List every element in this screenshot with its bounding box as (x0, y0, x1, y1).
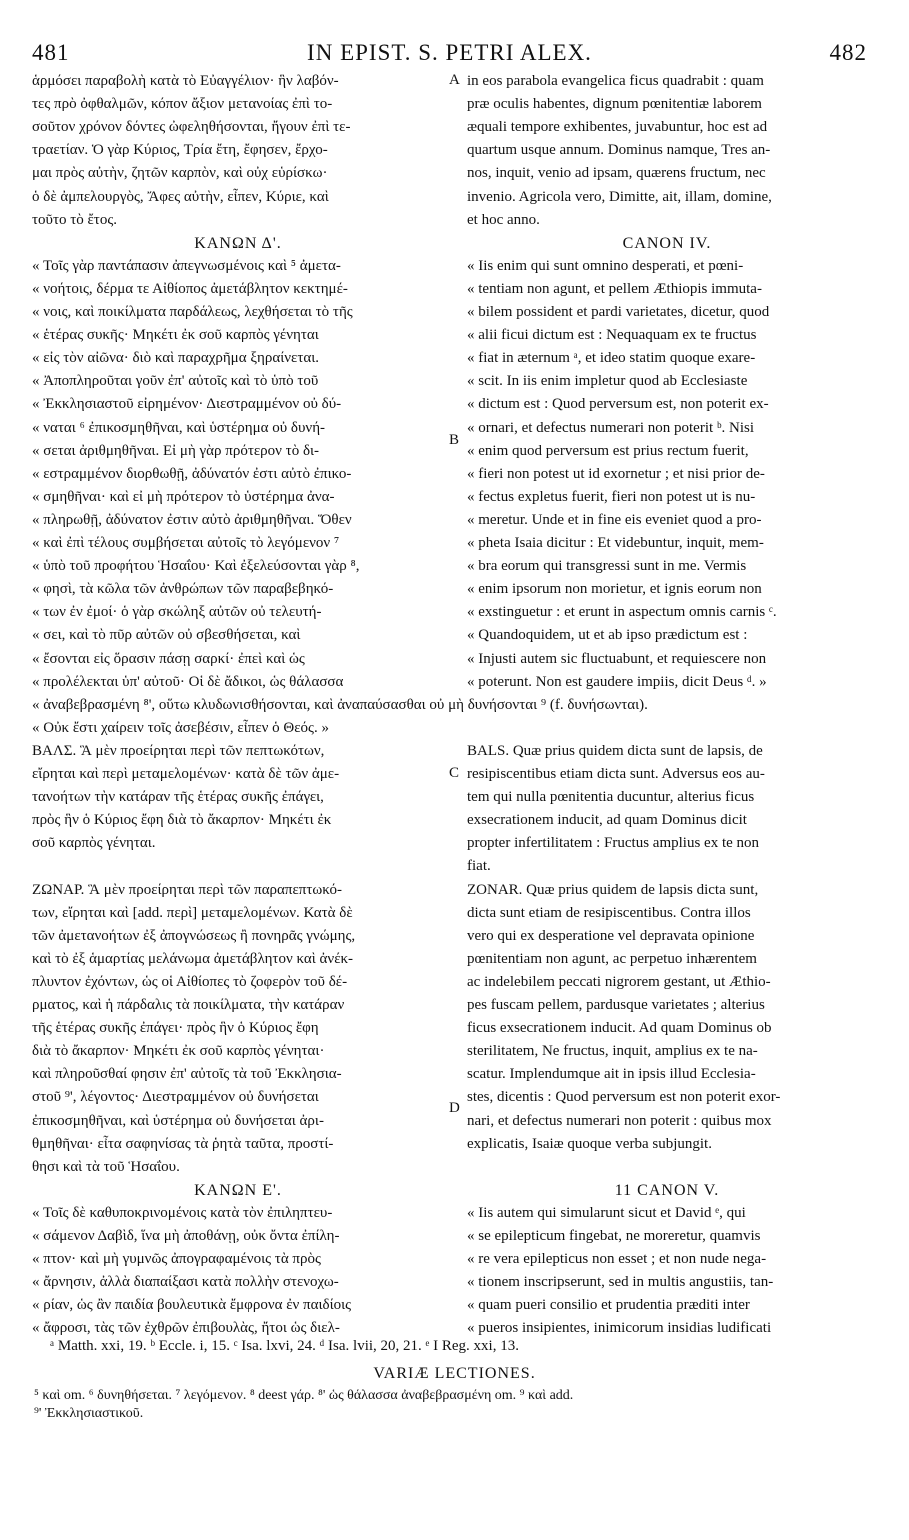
greek-text-line: ΖΩΝΑΡ. Ἃ μὲν προείρηται περὶ τῶν παραπεπτωκό- (32, 881, 342, 898)
latin-text-line: stes, dicentis : Quod perversum est non poterit exor- (467, 1089, 781, 1106)
latin-text-line: explicatis, Isaiæ quoque verba subjungit. (467, 1135, 712, 1152)
latin-text-line: in eos parabola evangelica ficus quadrabit : quam (467, 73, 764, 89)
latin-text-line: « Injusti autem sic fluctuabunt, et requiescere non (467, 650, 767, 667)
greek-text-line: « των ἐν ἐμοί· ὁ γὰρ σκώληξ αὐτῶν οὐ τελευτή- (32, 604, 322, 621)
greek-text-line-spanning: « ἀναβεβρασμένη ⁸', οὕτω κλυδωνισθήσονται, καὶ ἀναπαύσασθαι οὐ μὴ δυνήσονται ⁹ (f. δυνήσωνται). (32, 696, 648, 713)
greek-text-line: τῆς ἑτέρας συκῆς ἐπάγει· πρὸς ἣν ὁ Κύριος ἔφη (32, 1020, 319, 1037)
greek-text-line: « ἄρνησιν, ἀλλὰ διαπαίξασι κατὰ πολλὴν στενοχω- (32, 1274, 339, 1291)
latin-text-line: « dictum est : Quod perversum est, non poterit ex- (467, 396, 769, 413)
latin-text-line: ZONAR. Quæ prius quidem de lapsis dicta sunt, (467, 881, 759, 898)
latin-text-line: præ oculis habentes, dignum pœnitentiæ laborem (467, 96, 762, 113)
latin-text-line: scatur. Implendumque ait in ipsis illud Ecclesia- (467, 1066, 756, 1083)
latin-text-line: nos, inquit, venio ad ipsam, quærens fructum, nec (467, 165, 766, 182)
greek-text-line: « σάμενον Δαβὶδ, ἵνα μὴ ἀποθάνῃ, οὐκ ὄντα ἐπίλη- (32, 1228, 340, 1244)
latin-text-line: « tentiam non agunt, et pellem Æthiopis immuta- (467, 280, 762, 297)
greek-text-line: ὁ δὲ ἀμπελουργὸς, Ἄφες αὐτὴν, εἶπεν, Κύριε, καὶ (32, 188, 329, 205)
latin-text-line: pœnitentiam non agunt, ac perpetuo inhærentem (467, 950, 757, 967)
latin-text-line: æquali tempore exhibentes, juvabuntur, hoc est ad (467, 119, 768, 136)
latin-text-line: sterilitatem, Ne fructus, inquit, amplius ex te na- (467, 1043, 758, 1060)
greek-text-line: « σεται ἀριθμηθῆναι. Εἰ μὴ γὰρ πρότερον τὸ δι- (32, 442, 320, 459)
greek-text-line: « καὶ ἐπὶ τέλους συμβήσεται αὐτοῖς τὸ λεγόμενον ⁷ (32, 535, 340, 551)
variae-line-1: ⁵ καὶ om. ⁶ δυνηθήσεται. ⁷ λεγόμενον. ⁸ deest γάρ. ⁸' ὡς θάλασσα ἀναβεβρασμένη om. ⁹ καὶ add. (34, 1388, 574, 1403)
greek-text-line: τες πρὸ ὀφθαλμῶν, κόπον ἄξιον μετανοίας ἐπὶ το- (32, 96, 333, 113)
variae-line-2: ⁹' Ἐκκλησιαστικοῦ. (34, 1406, 144, 1421)
latin-text-line: BALS. Quæ prius quidem dicta sunt de lapsis, de (467, 742, 763, 759)
latin-text-line: exsecrationem inducit, ad quam Dominus dicit (467, 812, 747, 829)
greek-text-line: « Ἐκκλησιαστοῦ εἰρημένον· Διεστραμμένον οὐ δύ- (32, 396, 342, 413)
margin-letter-d: D (449, 1100, 460, 1116)
greek-text-line: στοῦ ⁹', λέγοντος· Διεστραμμένον οὐ δυνήσεται (32, 1089, 319, 1106)
greek-text-line: « νοις, καὶ ποικίλματα παρδάλεως, λεχθήσεται τὸ τῆς (32, 304, 353, 320)
latin-text-line: « enim ipsorum non morietur, et ignis eorum non (467, 581, 762, 598)
greek-text-line: μαι πρὸς αὐτὴν, ζητῶν καρπὸν, καὶ οὐχ εὑρίσκω· (32, 165, 328, 182)
running-head (32, 40, 867, 70)
latin-text-line: ficus exsecrationem inducit. Ad quam Dominus ob (467, 1020, 772, 1037)
latin-text-line: « ornari, et defectus numerari non poterit ᵇ. Nisi (467, 419, 755, 436)
greek-text-line: « προλέλεκται ὑπ' αὐτοῦ· Οἱ δὲ ἄδικοι, ὡς θάλασσα (32, 673, 344, 690)
latin-text-line: « enim quod perversum est prius rectum fuerit, (467, 442, 749, 459)
latin-text-line: fiat. (467, 858, 491, 875)
latin-text-line: « bra eorum qui transgressi sunt in me. Vermis (467, 558, 747, 575)
greek-text-line: « φησὶ, τὰ κῶλα τῶν ἀνθρώπων τῶν παραβεβηκό- (32, 581, 334, 598)
latin-text-line: « Iis enim qui sunt omnino desperati, et pœni- (467, 257, 744, 274)
latin-text-line: quartum usque annum. Dominus namque, Tres an- (467, 142, 771, 159)
greek-text-line: τοῦτο τὸ ἔτος. (32, 211, 118, 228)
latin-text-line: « se epilepticum fingebat, ne moreretur, quamvis (467, 1228, 761, 1244)
greek-text-line: « ἄφροσι, τὰς τῶν ἐχθρῶν ἐπιβουλὰς, ἤτοι ὡς διελ- (32, 1320, 340, 1337)
greek-text-line: ἁρμόσει παραβολὴ κατὰ τὸ Εὐαγγέλιον· ἣν λαβόν- (32, 73, 339, 89)
latin-text-line: ac indelebilem peccati nigrorem gestant, ut Æthio- (467, 973, 771, 990)
margin-letter-b: B (449, 432, 460, 448)
greek-text-line: « εστραμμένον διορθωθῇ, ἀδύνατόν ἐστι αὐτὸ ἐπικο- (32, 465, 352, 482)
greek-text-line: « Ἀποπληροῦται γοῦν ἐπ' αὐτοῖς καὶ τὸ ὑπὸ τοῦ (32, 373, 319, 390)
greek-text-line: « πληρωθῇ, ἀδύνατον ἐστιν αὐτὸ ἀριθμηθῆναι. Ὅθεν (32, 511, 352, 528)
latin-text-line: invenio. Agricola vero, Dimitte, ait, illam, domine, (467, 188, 772, 205)
latin-text-line: « pheta Isaia dicitur : Et videbuntur, inquit, mem- (467, 535, 764, 551)
latin-text-line (467, 694, 867, 717)
latin-text-line: « fieri non potest ut id exornetur ; et nisi prior de- (467, 465, 765, 482)
running-title: IN EPIST. S. PETRI ALEX. (307, 40, 592, 65)
latin-text-line: propter infertilitatem : Fructus amplius ex te non (467, 835, 760, 852)
latin-text-line: « alii ficui dictum est : Nequaquam ex te fructus (467, 327, 757, 344)
greek-text-line: τῶν ἀμετανοήτων ἐξ ἀπογνώσεως ἢ πονηρᾶς γνώμης, (32, 927, 356, 944)
greek-text-line: σοῦτον χρόνον δόντες ὠφεληθήσονται, ἤγουν ἐπὶ τε- (32, 119, 351, 136)
greek-text-line: ἐπικοσμηθῆναι, καὶ ὑστέρημα οὐ δυνήσεται ἀρι- (32, 1112, 324, 1129)
greek-text-line: « ὑπὸ τοῦ προφήτου Ἡσαΐου· Καὶ ἐξελεύσονται γὰρ ⁸, (32, 558, 360, 575)
greek-text-line: τραετίαν. Ὁ γὰρ Κύριος, Τρία ἔτη, ἔφησεν, ἔρχο- (32, 142, 328, 159)
greek-text-line: πρὸς ἣν ὁ Κύριος ἔφη διὰ τὸ ἄκαρπον· Μηκέτι ἐκ (32, 812, 332, 829)
greek-text-line: θησι καὶ τὰ τοῦ Ἡσαΐου. (32, 1158, 180, 1175)
greek-text-line: καὶ τὸ ἐξ ἁμαρτίας μελάνωμα ἀμετάβλητον καὶ ἀνέκ- (32, 950, 354, 967)
greek-text-line: ρματος, καὶ ἡ πάρδαλις τὰ ποικίλματα, τὴν κατάραν (32, 997, 345, 1013)
latin-text-line: « quam pueri consilio et prudentia præditi inter (467, 1297, 750, 1314)
canon-heading: ΚΑΝΩΝ Δ'. (194, 234, 282, 252)
greek-text-line: σοῦ καρπὸς γένηται. (32, 835, 156, 852)
greek-text-line: τανοήτων τὴν κατάραν τῆς ἑτέρας συκῆς ἐπάγει, (32, 789, 324, 806)
margin-letter-c: C (449, 765, 460, 781)
greek-text-line: διὰ τὸ ἄκαρπον· Μηκέτι ἐκ σοῦ καρπὸς γένηται· (32, 1043, 325, 1060)
variae-lectiones-title: VARIÆ LECTIONES. (373, 1365, 536, 1382)
greek-text-line: « ρίαν, ὡς ἂν παιδία βουλευτικὰ ἔμφρονα ἐν παιδίοις (32, 1297, 352, 1314)
greek-text-line: ΒΑΛΣ. Ἃ μὲν προείρηται περὶ τῶν πεπτωκότων, (32, 742, 325, 759)
page-number-right: 482 (829, 40, 867, 65)
greek-text-line (32, 855, 444, 878)
latin-text-line: vero qui ex desperatione vel depravata opinione (467, 927, 755, 944)
greek-text-line: « σμηθῆναι· καὶ εἰ μὴ πρότερον τὸ ὑστέρημα ἀνα- (32, 488, 335, 505)
greek-text-line: « σει, καὶ τὸ πῦρ αὐτῶν οὐ σβεσθήσεται, καὶ (32, 627, 301, 644)
greek-text-line: « ναται ⁶ ἐπικοσμηθῆναι, καὶ ὑστέρημα οὐ δυνή- (32, 419, 326, 436)
latin-text-line: « fiat in æternum ᵃ, et ideo statim quoque exare- (467, 350, 756, 367)
latin-text-line: dicta sunt etiam de resipiscentibus. Contra illos (467, 904, 751, 921)
margin-letter-a: A (449, 72, 460, 88)
latin-text-line: « poterunt. Non est gaudere impiis, dicit Deus ᵈ. » (467, 673, 767, 690)
latin-text-line: nari, et defectus numerari non poterit : quibus mox (467, 1112, 772, 1129)
latin-text-line (467, 717, 867, 740)
latin-text-line: « bilem possident et pardi varietates, dicetur, quod (467, 304, 770, 320)
greek-text-line: πλυντον ἐχόντων, ὡς οἱ Αἰθίοπες τὸ ζοφερὸν τοῦ δέ- (32, 973, 348, 990)
greek-text-line: « ἔσονται εἰς ὅρασιν πάσῃ σαρκί· ἐπεὶ καὶ ὡς (32, 650, 305, 667)
latin-text-line: « pueros insipientes, inimicorum insidias ludificati (467, 1320, 772, 1337)
greek-text-line: « Τοῖς δὲ καθυποκρινομένοις κατὰ τὸν ἐπιληπτευ- (32, 1204, 333, 1221)
greek-text-line: « Οὐκ ἔστι χαίρειν τοῖς ἀσεβέσιν, εἶπεν ὁ Θεός. » (32, 719, 329, 736)
latin-text-line: resipiscentibus etiam dicta sunt. Adversus eos au- (467, 766, 765, 782)
latin-text-line (467, 1156, 867, 1179)
latin-text-line: tem qui nulla pœnitentia ducuntur, alterius ficus (467, 789, 755, 806)
greek-text-line: « ἑτέρας συκῆς· Μηκέτι ἐκ σοῦ καρπὸς γένηται (32, 327, 319, 344)
greek-text-line: των, εἴρηται καὶ [add. περὶ] μεταμελομένων. Κατὰ δὲ (32, 904, 353, 921)
greek-text-line: « πτον· καὶ μὴ γυμνῶς ἀπογραφαμένοις τὰ πρὸς (32, 1251, 321, 1268)
greek-text-line: θμηθῆναι· εἶτα σαφηνίσας τὰ ῥητὰ ταῦτα, προστί- (32, 1135, 334, 1152)
greek-text-line: εἴρηται καὶ περὶ μεταμελομένων· κατὰ δὲ τῶν ἀμε- (32, 766, 340, 782)
greek-text-line: « εἰς τὸν αἰῶνα· διὸ καὶ παραχρῆμα ξηραίνεται. (32, 350, 319, 367)
latin-text-line: « Quandoquidem, ut et ab ipso prædictum est : (467, 627, 748, 644)
latin-text-line: « Iis autem qui simularunt sicut et David ᵉ, qui (467, 1204, 746, 1221)
footnotes: ᵃ Matth. xxi, 19. ᵇ Eccle. i, 15. ᶜ Isa. lxvi, 24. ᵈ Isa. lvii, 20, 21. ᵉ I Reg. xxi, 13. (50, 1338, 519, 1354)
latin-text-line: « scit. In iis enim impletur quod ab Ecclesiaste (467, 373, 748, 390)
greek-text-line: « νοήτοις, δέρμα τε Αἰθίοπος ἀμετάβλητον κεκτημέ- (32, 280, 348, 297)
latin-text-line: pes fuscam pellem, pardusque varietates ; alterius (467, 997, 765, 1013)
latin-text-line: « fectus expletus fuerit, fieri non potest ut is nu- (467, 488, 756, 505)
latin-text-line: « exstinguetur : et erunt in aspectum omnis carnis ᶜ. (467, 604, 777, 621)
canon-heading: CANON IV. (622, 234, 712, 252)
latin-text-line: « re vera epilepticus non esset ; et non nude nega- (467, 1251, 767, 1268)
greek-text-line: « Τοῖς γὰρ παντάπασιν ἀπεγνωσμένοις καὶ ⁵ ἀμετα- (32, 257, 341, 274)
canon-heading: 11 CANON V. (614, 1181, 720, 1199)
canon-heading: ΚΑΝΩΝ Ε'. (194, 1181, 282, 1199)
latin-text-line: « meretur. Unde et in fine eis eveniet quod a pro- (467, 511, 762, 528)
greek-text-line: καὶ πληροῦσθαί φησιν ἐπ' αὐτοῖς τὰ τοῦ Ἐκκλησια- (32, 1066, 342, 1083)
latin-text-line: et hoc anno. (467, 211, 540, 228)
latin-text-line: « tionem inscripserunt, sed in multis angustiis, tan- (467, 1274, 774, 1291)
page-number-left: 481 (32, 40, 70, 65)
